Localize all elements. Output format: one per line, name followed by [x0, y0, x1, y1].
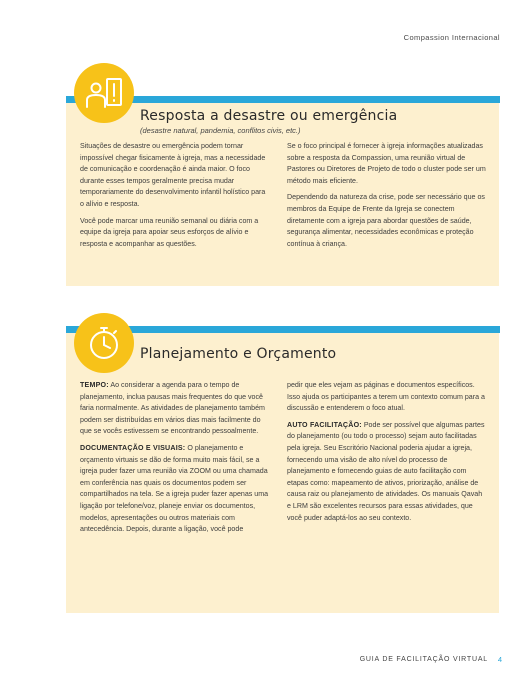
disaster-left-column	[80, 141, 268, 255]
planning-left-column	[80, 380, 270, 541]
section-title: Resposta a desastre ou emergência	[140, 108, 398, 124]
paragraph	[287, 420, 487, 524]
paragraph-text: Ao considerar a agenda para o tempo de planejamento, inclua pausas mais frequentes do que você faria normalmente. As atividades de planejamento também podem ser distribuídas em vários dias mais facilmente do que se vocês estivessem se encontrando pessoalmente.	[80, 381, 265, 436]
page-number: 4	[497, 655, 502, 664]
paragraph: Se o foco principal é fornecer à igreja informações atualizadas sobre a resposta da Compassion, uma reunião virtual de Pastores ou Diretores de Projeto de todo o cluster pode ser um método mais eficiente.	[287, 142, 486, 185]
section-subtitle: (desastre natural, pandemia, conflitos civis, etc.)	[140, 126, 301, 135]
person-alert-icon	[74, 63, 134, 123]
paragraph-label: DOCUMENTAÇÃO E VISUAIS:	[80, 443, 186, 452]
paragraph-label: TEMPO:	[80, 381, 109, 389]
paragraph	[287, 380, 487, 415]
organization-name: Compassion Internacional	[403, 33, 500, 42]
paragraph: Você pode marcar uma reunião semanal ou diária com a equipe da igreja para apoiar seus esforços de alívio e resposta e acompanhar as questões.	[80, 216, 259, 248]
paragraph-text: Pode ser possível que algumas partes do planejamento (ou todo o processo) sejam auto facilitadas pela igreja. Seu Escritório Nacional poderia ajudar a igreja, fornecendo uma visão de alto nível do processo de planejamento e fornecendo guias de auto facilitação com etapas como: mapeamento de ativos, priorização, análise de causa raiz ou planejamento de atividades. Os manuais Qavah e LRM são excelentes recursos para essas atividades, que você puder adaptá-los ao seu contexto.	[287, 420, 485, 522]
section-title: Planejamento e Orçamento	[140, 346, 337, 362]
paragraph	[80, 443, 270, 536]
paragraph-text: O planejamento e orçamento virtuais se dão de forma muito mais fácil, se a igreja puder fazer uma reunião via ZOOM ou uma chamada em conferência nas quais os documentos podem ser compartilhados na tela. Se a igreja puder fazer apenas uma ligação por telefone/voz, planeje enviar os documentos, modelos, apresentações ou outros materiais com antecedência. Depois, durante a ligação, você pode	[80, 443, 269, 534]
planning-right-column	[287, 380, 487, 529]
paragraph: Situações de desastre ou emergência podem tornar impossível chegar fisicamente à igreja, mas a necessidade de comunicação e coordenação é ainda maior. O foco durante esses tempos geralmente precisa mudar temporariamente do desenvolvimento infantil holístico para o alívio e resposta.	[80, 142, 266, 208]
paragraph	[80, 380, 270, 438]
stopwatch-icon	[74, 313, 134, 373]
paragraph: Dependendo da natureza da crise, pode ser necessário que os membros da Equipe de Frente da Igreja se conectem diretamente com a igreja para abordar questões de saúde, segurança alimentar, necessidades econômicas e proteção contínua à criança.	[287, 193, 485, 248]
paragraph-text: pedir que eles vejam as páginas e documentos específicos. Isso ajuda os participantes a terem um contexto comum para a discussão e entenderem o foco atual.	[287, 381, 485, 413]
disaster-right-column	[287, 141, 487, 255]
paragraph-label: AUTO FACILITAÇÃO:	[287, 420, 362, 429]
footer-title: GUIA DE FACILITAÇÃO VIRTUAL	[359, 656, 488, 663]
